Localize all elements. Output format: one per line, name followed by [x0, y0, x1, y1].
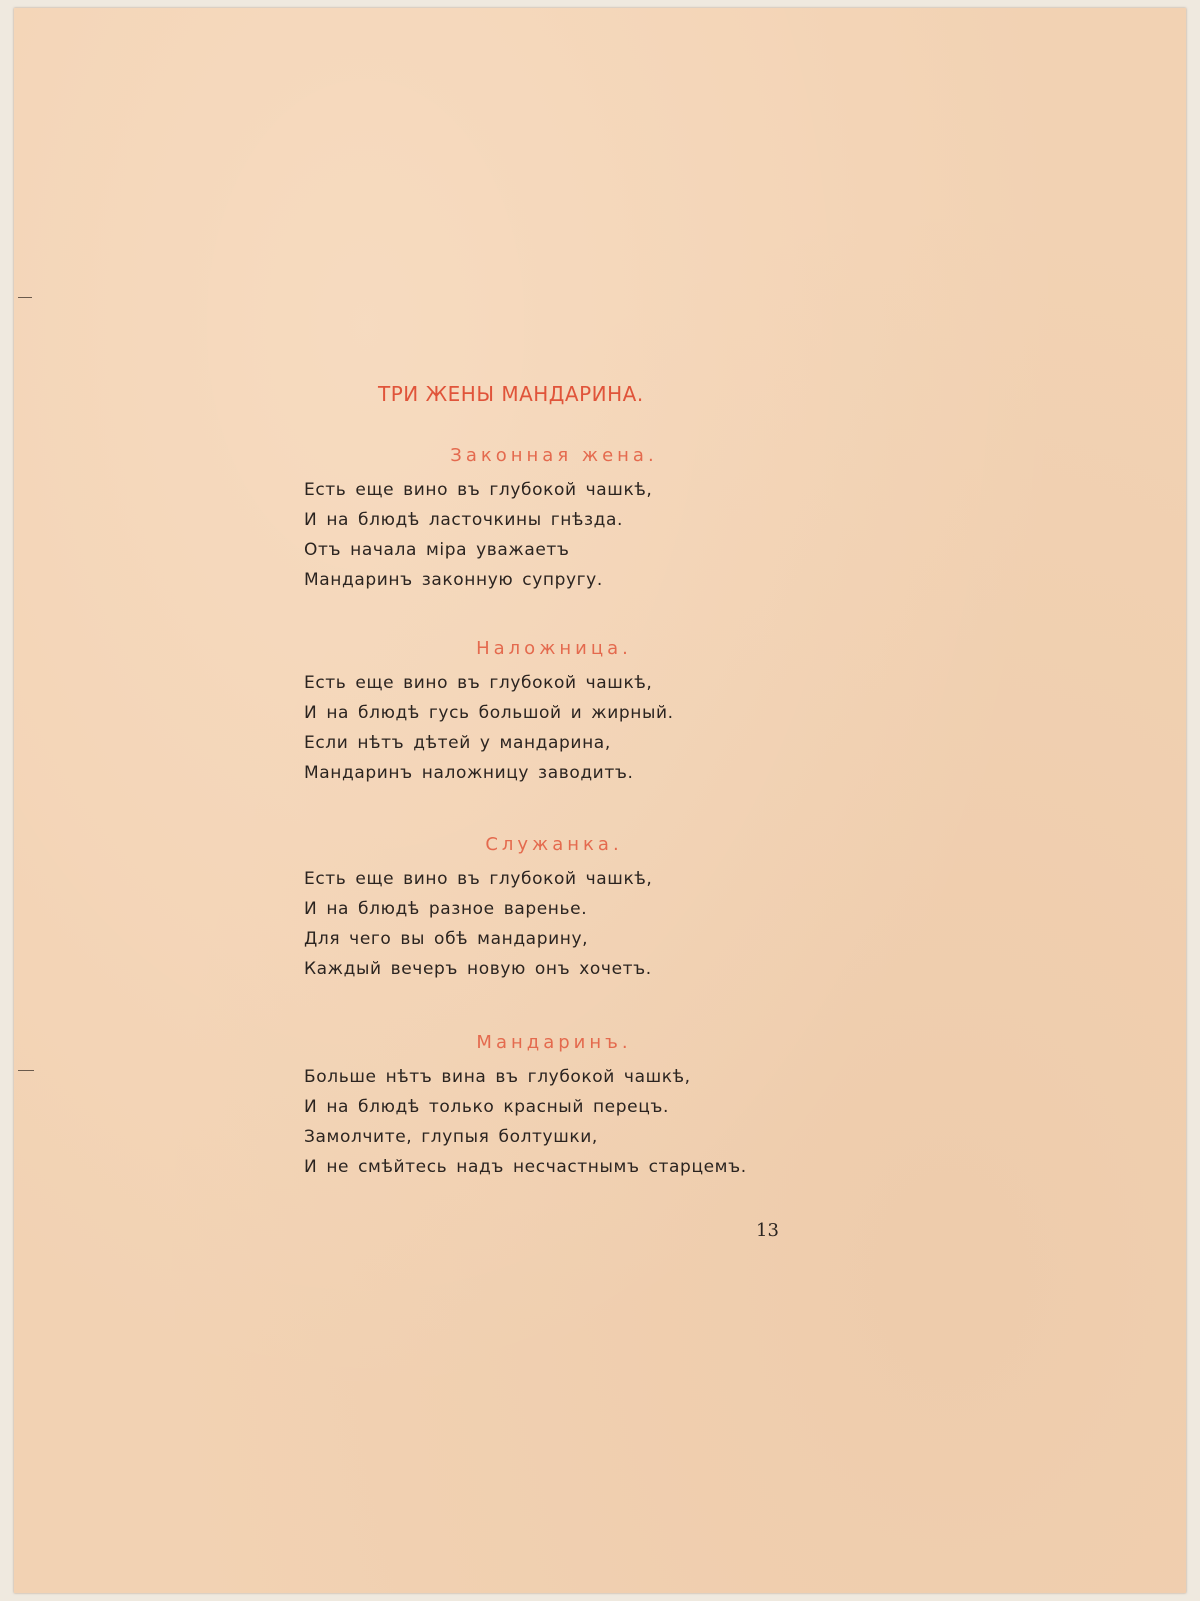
section-lawful-wife: [304, 443, 804, 595]
section-maid: [304, 832, 804, 984]
edge-mark: [18, 297, 32, 298]
verse-line: Если нѣтъ дѣтей у мандарина,: [304, 733, 611, 753]
verse-line: И на блюдѣ только красный перецъ.: [304, 1097, 669, 1117]
verse-line: Есть еще вино въ глубокой чашкѣ,: [304, 480, 653, 500]
book-page: [14, 8, 1186, 1593]
verse-line: Мандаринъ законную супругу.: [304, 570, 603, 590]
verse-line: И на блюдѣ ласточкины гнѣзда.: [304, 510, 624, 530]
edge-mark: [18, 1070, 34, 1071]
verse-line: Для чего вы обѣ мандарину,: [304, 929, 589, 949]
section-concubine: [304, 636, 804, 788]
section-heading: Законная жена.: [450, 445, 658, 466]
section-mandarin: [304, 1030, 804, 1182]
verse-line: Отъ начала міра уважаетъ: [304, 540, 570, 560]
verse-line: Замолчите, глупыя болтушки,: [304, 1127, 598, 1147]
poem-title: ТРИ ЖЕНЫ МАНДАРИНА.: [378, 382, 644, 406]
verse-line: И не смѣйтесь надъ несчастнымъ старцемъ.: [304, 1157, 747, 1177]
section-heading: Наложница.: [476, 638, 632, 659]
verse-line: Мандаринъ наложницу заводитъ.: [304, 763, 634, 783]
verse-line: Есть еще вино въ глубокой чашкѣ,: [304, 869, 653, 889]
page-number: 13: [756, 1220, 779, 1241]
verse-line: И на блюдѣ гусь большой и жирный.: [304, 703, 674, 723]
section-heading: Служанка.: [485, 834, 623, 855]
section-heading: Мандаринъ.: [476, 1032, 632, 1053]
verse-line: И на блюдѣ разное варенье.: [304, 899, 588, 919]
verse-line: Каждый вечеръ новую онъ хочетъ.: [304, 959, 652, 979]
verse-line: Есть еще вино въ глубокой чашкѣ,: [304, 673, 653, 693]
verse-line: Больше нѣтъ вина въ глубокой чашкѣ,: [304, 1067, 691, 1087]
